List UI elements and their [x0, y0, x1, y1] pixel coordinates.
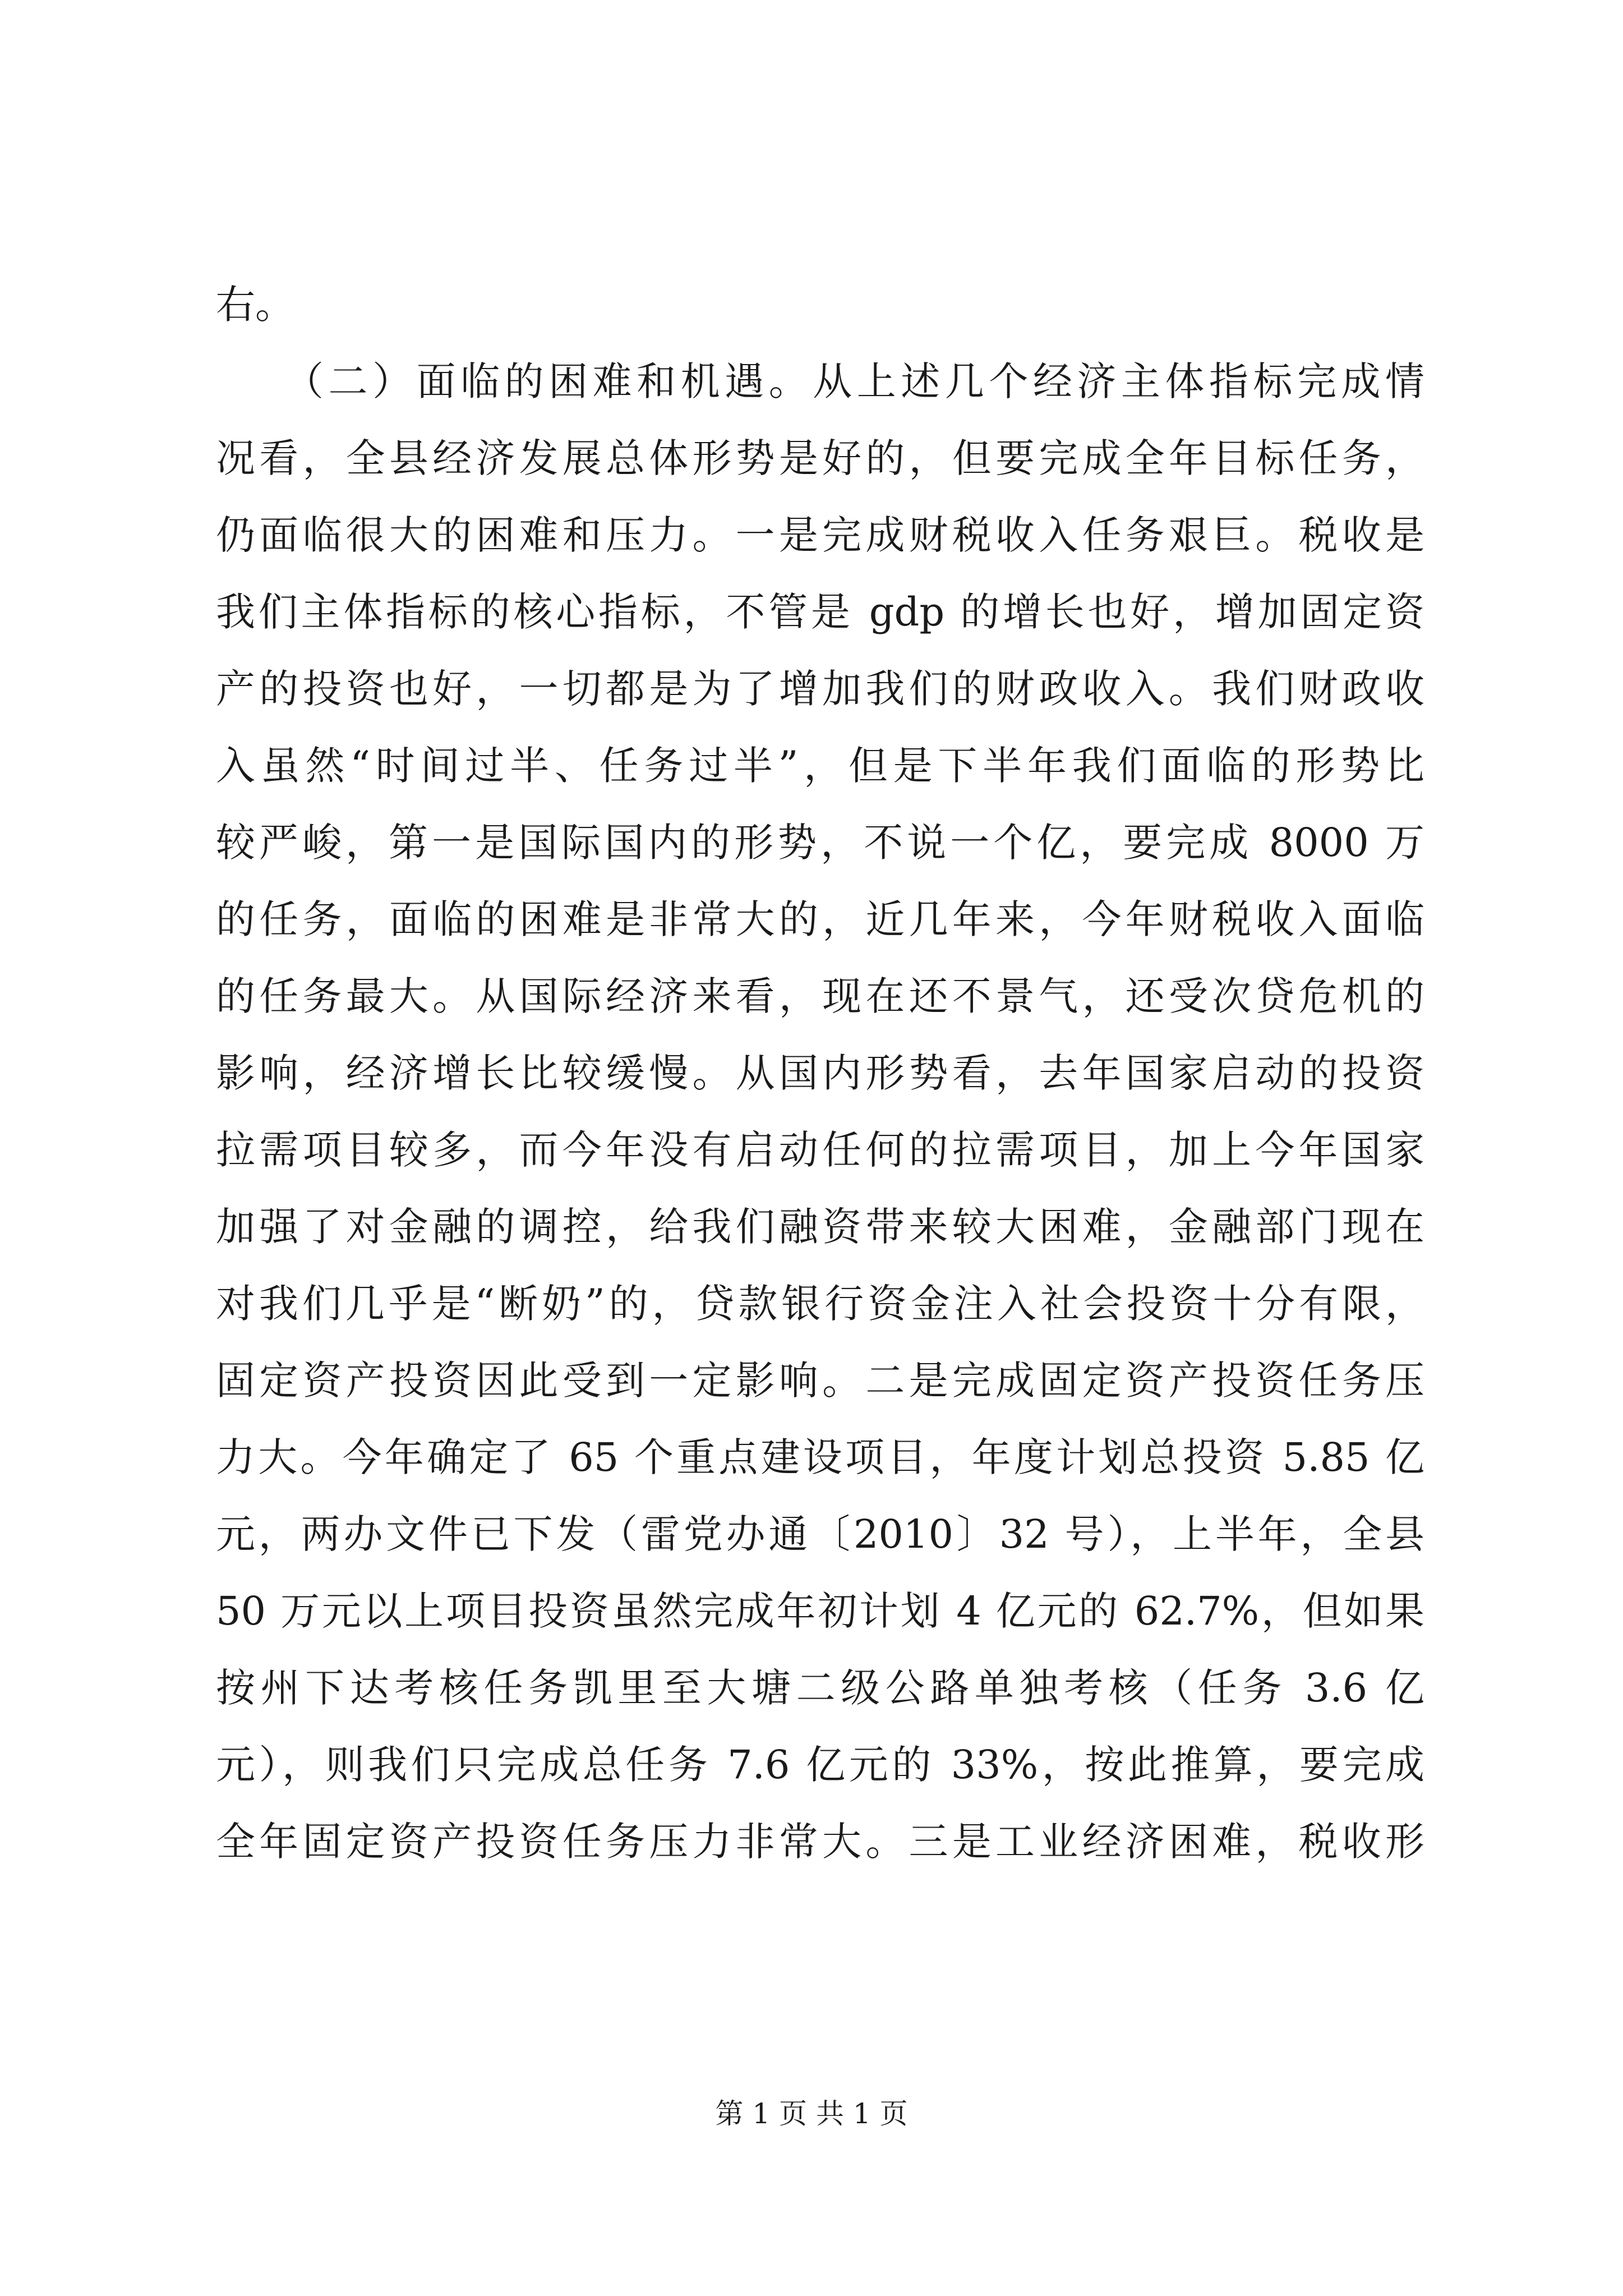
text-line: 加强了对金融的调控，给我们融资带来较大困难，金融部门现在 [216, 1204, 1424, 1250]
text-line: 产的投资也好，一切都是为了增加我们的财政收入。我们财政收 [216, 666, 1424, 712]
page-number-label: 第 1 页 共 1 页 [715, 2097, 908, 2130]
text-line: 力大。今年确定了 65 个重点建设项目，年度计划总投资 5.85 亿 [216, 1434, 1424, 1480]
text-line: 仍面临很大的困难和压力。一是完成财税收入任务艰巨。税收是 [216, 512, 1424, 558]
text-line: 入虽然“时间过半、任务过半”，但是下半年我们面临的形势比 [216, 743, 1424, 789]
text-line: 影响，经济增长比较缓慢。从国内形势看，去年国家启动的投资 [216, 1050, 1424, 1096]
text-line: 的任务，面临的困难是非常大的，近几年来，今年财税收入面临 [216, 896, 1424, 942]
text-line: 的任务最大。从国际经济来看，现在还不景气，还受次贷危机的 [216, 973, 1424, 1019]
text-line: 50 万元以上项目投资虽然完成年初计划 4 亿元的 62.7%，但如果 [216, 1588, 1424, 1634]
text-line: 拉需项目较多，而今年没有启动任何的拉需项目，加上今年国家 [216, 1127, 1424, 1173]
text-line: 按州下达考核任务凯里至大塘二级公路单独考核（任务 3.6 亿 [216, 1665, 1424, 1711]
text-line: 右。 [216, 282, 294, 328]
text-line: 对我们几乎是“断奶”的，贷款银行资金注入社会投资十分有限， [216, 1281, 1424, 1327]
text-line: 我们主体指标的核心指标，不管是 gdp 的增长也好，增加固定资 [216, 589, 1424, 635]
text-line: （二）面临的困难和机遇。从上述几个经济主体指标完成情 [216, 358, 1424, 404]
page-footer [0, 2097, 1623, 2131]
text-line: 况看，全县经济发展总体形势是好的，但要完成全年目标任务， [216, 435, 1424, 481]
text-line: 较严峻，第一是国际国内的形势，不说一个亿，要完成 8000 万 [216, 820, 1424, 866]
text-line: 元），则我们只完成总任务 7.6 亿元的 33%，按此推算，要完成 [216, 1742, 1424, 1788]
text-line: 全年固定资产投资任务压力非常大。三是工业经济困难，税收形 [216, 1819, 1424, 1865]
text-line: 元，两办文件已下发（雷党办通〔2010〕32 号），上半年，全县 [216, 1511, 1424, 1557]
text-line: 固定资产投资因此受到一定影响。二是完成固定资产投资任务压 [216, 1358, 1424, 1404]
body-text [216, 266, 1424, 1880]
